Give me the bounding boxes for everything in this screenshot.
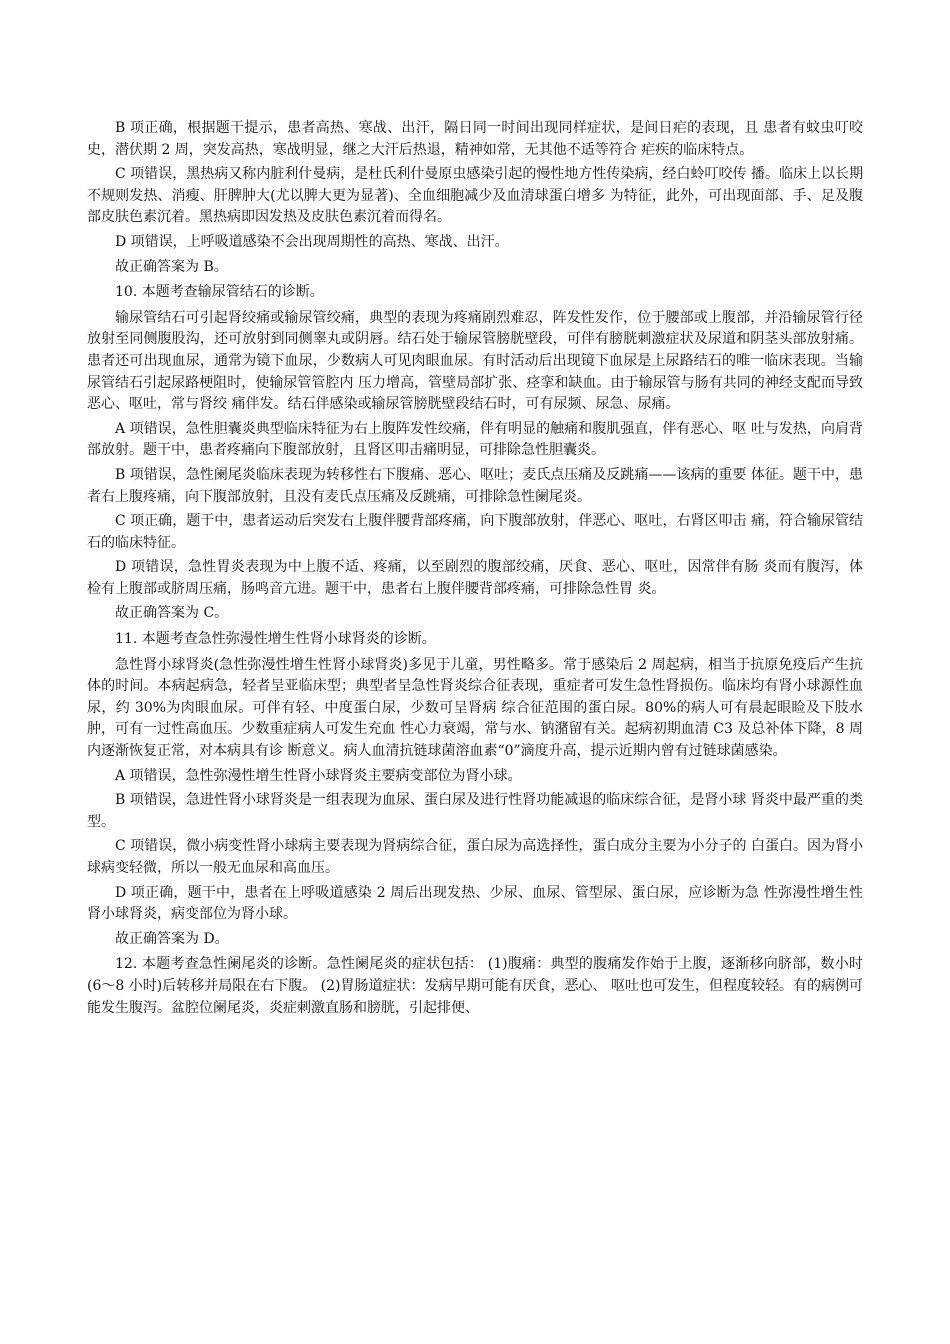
q10-conclusion: 故正确答案为 C。: [115, 605, 229, 622]
q10-explanation: 输尿管结石可引起肾绞痛或输尿管绞痛，典型的表现为疼痛剧烈难忍，阵发性发作，位于腰部或上腹部，并沿输尿管行径放射至同侧腹股沟，还可放射到同侧睾丸或阴唇。结石处于输尿管膀胱壁段，可伴有膀胱刺激症状及尿道和阴茎头部放射痛。患者还可出现血尿，通常为镜下血尿，少数病人可见肉眼血尿。有时活动后出现镜下血尿是上尿路结石的唯一临床表现。当输尿管结石引起尿路梗阻时，使输尿管管腔内 压力增高，管壁局部扩张、痉挛和缺血。由于输尿管与肠有共同的神经支配而导致恶心、呕吐，常与肾绞 痛伴发。结石伴感染或输尿管膀胱壁段结石时，可有尿频、尿急、尿痛。: [87, 309, 863, 413]
q12-explanation: 12. 本题考查急性阑尾炎的诊断。急性阑尾炎的症状包括： (1)腹痛：典型的腹痛发作始于上腹，逐渐移向脐部，数小时(6～8 小时)后转移并局限在右下腹。 (2)胃肠道症状：发病早期可能有厌食，恶心、 呕吐也可发生，但程度较轻。有的病例可能发生腹泻。盆腔位阑尾炎，炎症刺激直肠和膀胱，引起排便、: [87, 956, 863, 1016]
q11-heading: 11. 本题考查急性弥漫性增生性肾小球肾炎的诊断。: [115, 631, 436, 648]
q9-conclusion: 故正确答案为 B。: [115, 258, 228, 275]
q11-explanation: 急性肾小球肾炎(急性弥漫性增生性肾小球肾炎)多见于儿童，男性略多。常于感染后 2 周起病，相当于抗原免疫后产生抗体的时间。本病起病急，轻者呈亚临床型；典型者呈急性肾炎综合征表现，重症者可发生急性肾损伤。临床均有肾小球源性血尿，约 30%为肉眼血尿。可伴有轻、中度蛋白尿，少数可呈肾病 综合征范围的蛋白尿。80%的病人可有晨起眼睑及下肢水肿，可有一过性高血压。少数重症病人可发生充血 性心力衰竭，常与水、钠潴留有关。起病初期血清 C3 及总补体下降，8 周内逐渐恢复正常，对本病具有诊 断意义。病人血清抗链球菌溶血素“0”滴度升高，提示近期内曾有过链球菌感染。: [87, 656, 863, 760]
q11-answer-d: D 项正确，题干中，患者在上呼吸道感染 2 周后出现发热、少尿、血尿、管型尿、蛋白尿，应诊断为急 性弥漫性增生性肾小球肾炎，病变部位为肾小球。: [87, 884, 863, 923]
q10-answer-b: B 项错误，急性阑尾炎临床表现为转移性右下腹痛、恶心、呕吐；麦氏点压痛及反跳痛——该病的重要 体征。题干中，患者右上腹疼痛，向下腹部放射，且没有麦氏点压痛及反跳痛，可排除急性阑尾炎。: [87, 466, 863, 505]
answer-c-kala-azar: C 项错误，黑热病又称内脏利什曼病，是杜氏利什曼原虫感染引起的慢性地方性传染病，经白蛉叮咬传 播。临床上以长期不规则发热、消瘦、肝脾肿大(尤以脾大更为显著)、全血细胞减少及血清球蛋白增多 为特征，此外，可出现面部、手、足及腹部皮肤色素沉着。黑热病即因发热及皮肤色素沉着而得名。: [87, 166, 863, 226]
q11-conclusion: 故正确答案为 D。: [115, 930, 229, 947]
answer-d-uri: D 项错误，上呼吸道感染不会出现周期性的高热、寒战、出汗。: [115, 233, 509, 250]
q10-heading: 10. 本题考查输尿管结石的诊断。: [115, 284, 324, 301]
q11-answer-c: C 项错误，微小病变性肾小球病主要表现为肾病综合征，蛋白尿为高选择性，蛋白成分主要为小分子的 白蛋白。因为肾小球病变轻微，所以一般无血尿和高血压。: [87, 838, 863, 876]
answer-b-malaria: B 项正确，根据题干提示，患者高热、寒战、出汗，隔日同一时间出现同样症状，是间日疟的表现，且 患者有蚊虫叮咬史，潜伏期 2 周，突发高热，寒战明显，继之大汗后热退，精神如常，无其他不适等符合 疟疾的临床特点。: [87, 120, 863, 158]
q11-answer-b: B 项错误，急进性肾小球肾炎是一组表现为血尿、蛋白尿及进行性肾功能减退的临床综合征，是肾小球 肾炎中最严重的类型。: [87, 792, 863, 830]
q10-answer-d: D 项错误，急性胃炎表现为中上腹不适、疼痛，以至剧烈的腹部绞痛，厌食、恶心、呕吐，因常伴有肠 炎而有腹泻，体检有上腹部或脐周压痛，肠鸣音亢进。题干中，患者右上腹伴腰背部疼痛，可排除急性胃 炎。: [87, 559, 863, 597]
q10-answer-a: A 项错误，急性胆囊炎典型临床特征为右上腹阵发性绞痛，伴有明显的触痛和腹肌强直，伴有恶心、呕 吐与发热，向肩背部放射。题干中，患者疼痛向下腹部放射，且肾区叩击痛明显，可排除急性胆囊炎。: [87, 420, 863, 459]
q11-answer-a: A 项错误，急性弥漫性增生性肾小球肾炎主要病变部位为肾小球。: [115, 767, 522, 784]
document-page: [87, 118, 863, 1022]
q10-answer-c: C 项正确，题干中，患者运动后突发右上腹伴腰背部疼痛，向下腹部放射，伴恶心、呕吐，右肾区叩击 痛，符合输尿管结石的临床特征。: [87, 513, 863, 551]
